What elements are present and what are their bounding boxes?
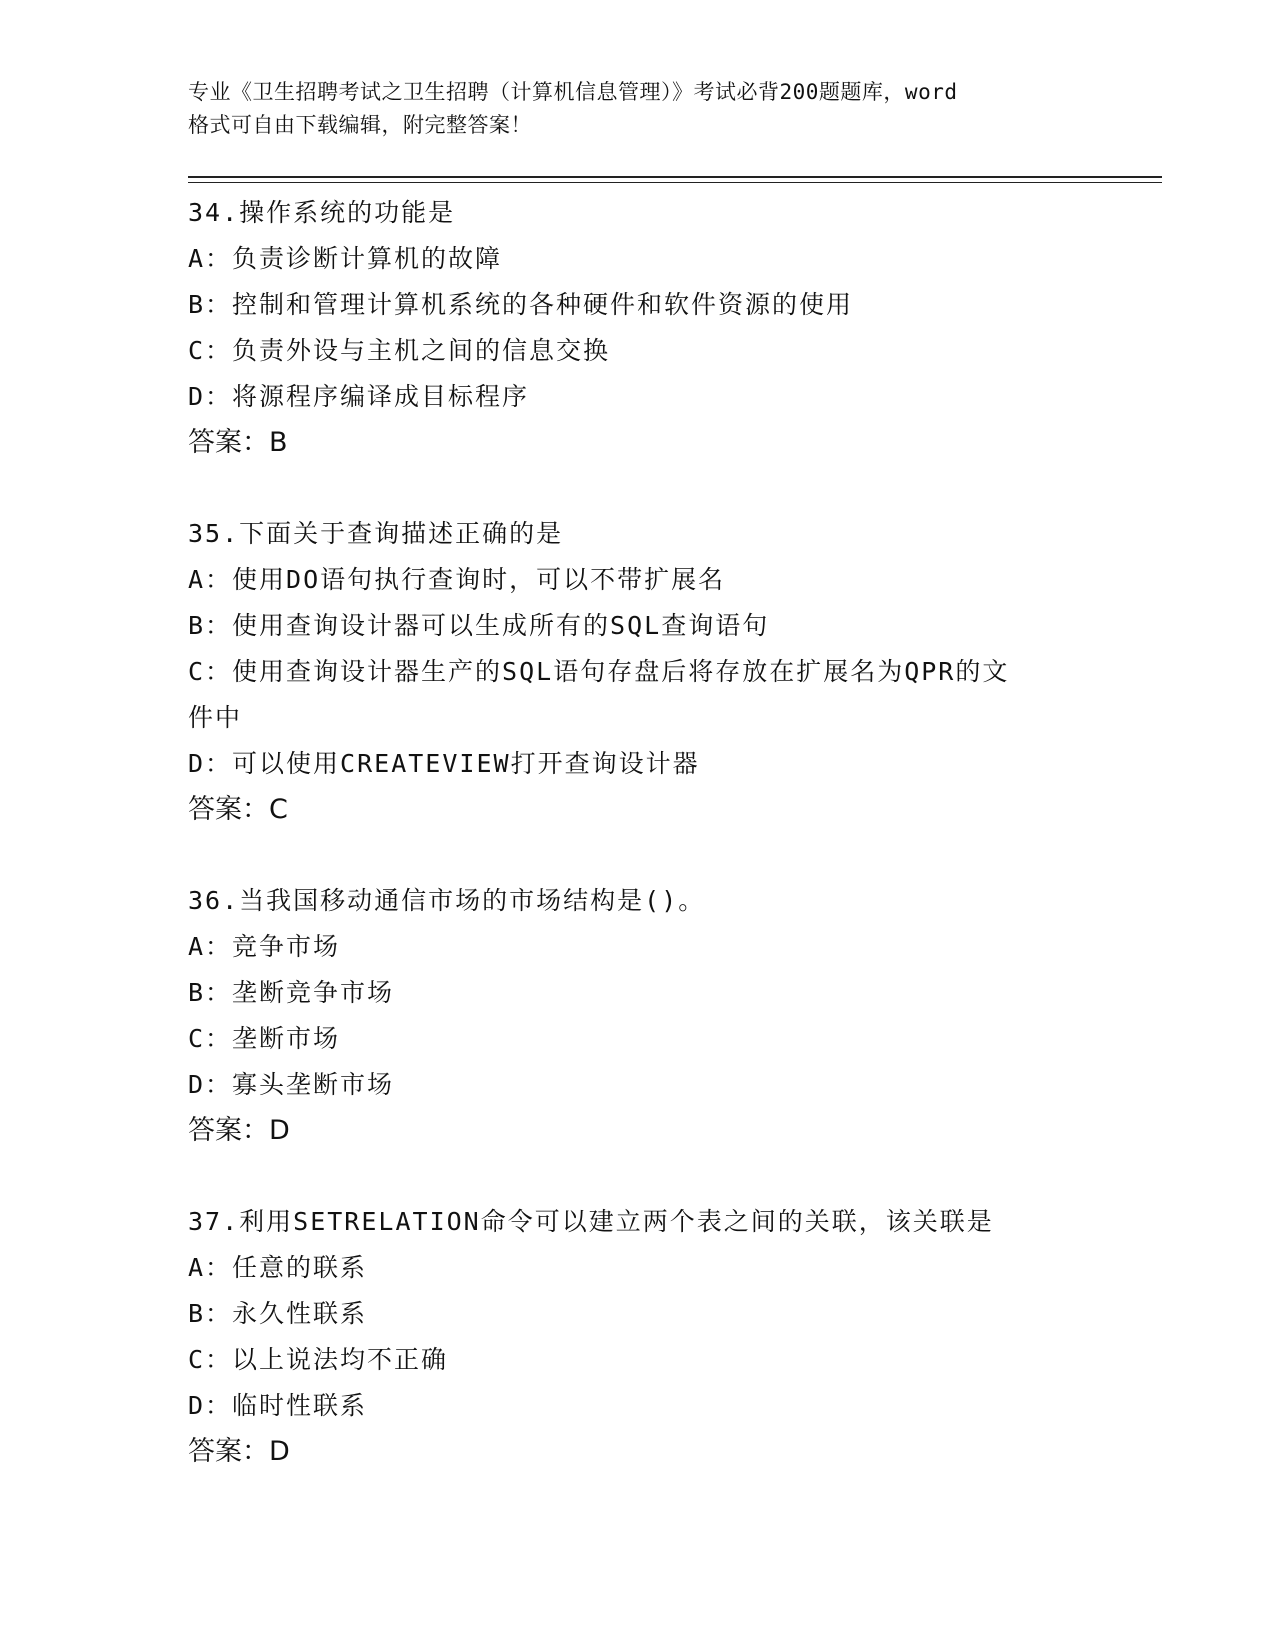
option-c: C：负责外设与主机之间的信息交换 bbox=[188, 336, 611, 365]
option-b: B：垄断竞争市场 bbox=[188, 978, 395, 1007]
question-stem: 35.下面关于查询描述正确的是 bbox=[188, 519, 564, 548]
header-line-2: 格式可自由下载编辑，附完整答案！ bbox=[188, 113, 532, 137]
option-d: D：将源程序编译成目标程序 bbox=[188, 382, 530, 411]
document-header bbox=[188, 76, 1088, 142]
option-d: D：临时性联系 bbox=[188, 1391, 368, 1420]
header-divider-thin bbox=[188, 182, 1162, 183]
option-c-continued: 件中 bbox=[188, 703, 243, 732]
question-stem: 36.当我国移动通信市场的市场结构是()。 bbox=[188, 886, 706, 915]
answer: 答案：C bbox=[188, 794, 288, 825]
option-a: A：负责诊断计算机的故障 bbox=[188, 244, 503, 273]
option-a: A：竞争市场 bbox=[188, 932, 341, 961]
option-a: A：使用DO语句执行查询时，可以不带扩展名 bbox=[188, 565, 726, 594]
question-list bbox=[188, 190, 1088, 1520]
question-37 bbox=[188, 1199, 1088, 1475]
option-c: C：使用查询设计器生产的SQL语句存盘后将存放在扩展名为QPR的文 bbox=[188, 657, 1010, 686]
question-stem: 34.操作系统的功能是 bbox=[188, 198, 456, 227]
answer: 答案：D bbox=[188, 1115, 290, 1146]
option-b: B：控制和管理计算机系统的各种硬件和软件资源的使用 bbox=[188, 290, 854, 319]
option-c: C：垄断市场 bbox=[188, 1024, 341, 1053]
option-d: D：寡头垄断市场 bbox=[188, 1070, 395, 1099]
option-c: C：以上说法均不正确 bbox=[188, 1345, 449, 1374]
option-b: B：永久性联系 bbox=[188, 1299, 368, 1328]
question-35 bbox=[188, 511, 1088, 833]
answer: 答案：D bbox=[188, 1436, 290, 1467]
header-divider-thick bbox=[188, 176, 1162, 178]
header-line-1: 专业《卫生招聘考试之卫生招聘（计算机信息管理）》考试必背200题题库，word bbox=[188, 80, 958, 104]
option-a: A：任意的联系 bbox=[188, 1253, 368, 1282]
option-d: D：可以使用CREATEVIEW打开查询设计器 bbox=[188, 749, 700, 778]
question-stem: 37.利用SETRELATION命令可以建立两个表之间的关联，该关联是 bbox=[188, 1207, 994, 1236]
option-b: B：使用查询设计器可以生成所有的SQL查询语句 bbox=[188, 611, 770, 640]
answer: 答案：B bbox=[188, 427, 288, 458]
question-36 bbox=[188, 878, 1088, 1154]
question-34 bbox=[188, 190, 1088, 466]
